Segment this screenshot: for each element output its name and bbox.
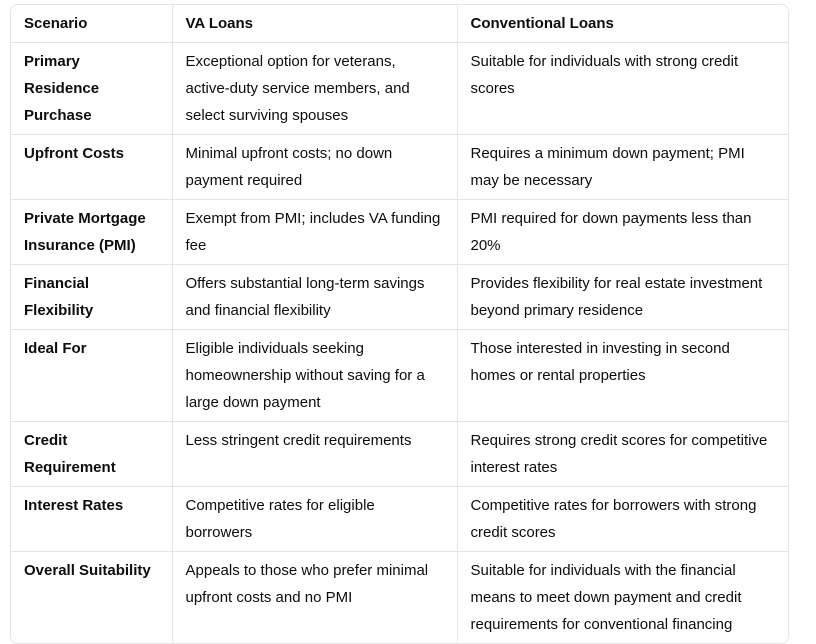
row-scenario-cell: Financial Flexibility bbox=[11, 265, 172, 330]
table-row bbox=[11, 330, 788, 422]
row-scenario-cell: Upfront Costs bbox=[11, 135, 172, 200]
table-row bbox=[11, 135, 788, 200]
row-conventional-cell: Provides flexibility for real estate investment beyond primary residence bbox=[457, 265, 788, 330]
header-scenario: Scenario bbox=[11, 5, 172, 43]
comparison-table-container bbox=[10, 4, 789, 644]
table-row bbox=[11, 487, 788, 552]
row-conventional-cell: Those interested in investing in second homes or rental properties bbox=[457, 330, 788, 422]
row-conventional-cell: Requires strong credit scores for competitive interest rates bbox=[457, 422, 788, 487]
row-va-cell: Less stringent credit requirements bbox=[172, 422, 457, 487]
row-va-cell: Exempt from PMI; includes VA funding fee bbox=[172, 200, 457, 265]
row-conventional-cell: Requires a minimum down payment; PMI may be necessary bbox=[457, 135, 788, 200]
table-row bbox=[11, 200, 788, 265]
row-scenario-cell: Ideal For bbox=[11, 330, 172, 422]
header-va-loans: VA Loans bbox=[172, 5, 457, 43]
row-va-cell: Minimal upfront costs; no down payment required bbox=[172, 135, 457, 200]
row-va-cell: Exceptional option for veterans, active-duty service members, and select surviving spouses bbox=[172, 43, 457, 135]
table-header-row bbox=[11, 5, 788, 43]
row-va-cell: Offers substantial long-term savings and financial flexibility bbox=[172, 265, 457, 330]
row-va-cell: Appeals to those who prefer minimal upfront costs and no PMI bbox=[172, 552, 457, 644]
row-conventional-cell: PMI required for down payments less than 20% bbox=[457, 200, 788, 265]
header-conventional-loans: Conventional Loans bbox=[457, 5, 788, 43]
table-row bbox=[11, 265, 788, 330]
table-row bbox=[11, 422, 788, 487]
row-conventional-cell: Suitable for individuals with the financial means to meet down payment and credit requirements for conventional financing bbox=[470, 562, 742, 633]
comparison-table bbox=[11, 5, 788, 643]
row-conventional-cell: Competitive rates for borrowers with strong credit scores bbox=[457, 487, 788, 552]
row-va-cell: Competitive rates for eligible borrowers bbox=[172, 487, 457, 552]
row-scenario-cell: Primary Residence Purchase bbox=[11, 43, 172, 135]
row-scenario-cell: Private Mortgage Insurance (PMI) bbox=[11, 200, 172, 265]
row-scenario-cell: Overall Suitability bbox=[11, 552, 172, 644]
row-scenario-cell: Interest Rates bbox=[11, 487, 172, 552]
table-row bbox=[11, 43, 788, 135]
row-va-cell: Eligible individuals seeking homeownership without saving for a large down payment bbox=[172, 330, 457, 422]
table-row bbox=[11, 552, 788, 644]
row-scenario-cell: Credit Requirement bbox=[11, 422, 172, 487]
row-conventional-cell: Suitable for individuals with strong credit scores bbox=[457, 43, 788, 135]
